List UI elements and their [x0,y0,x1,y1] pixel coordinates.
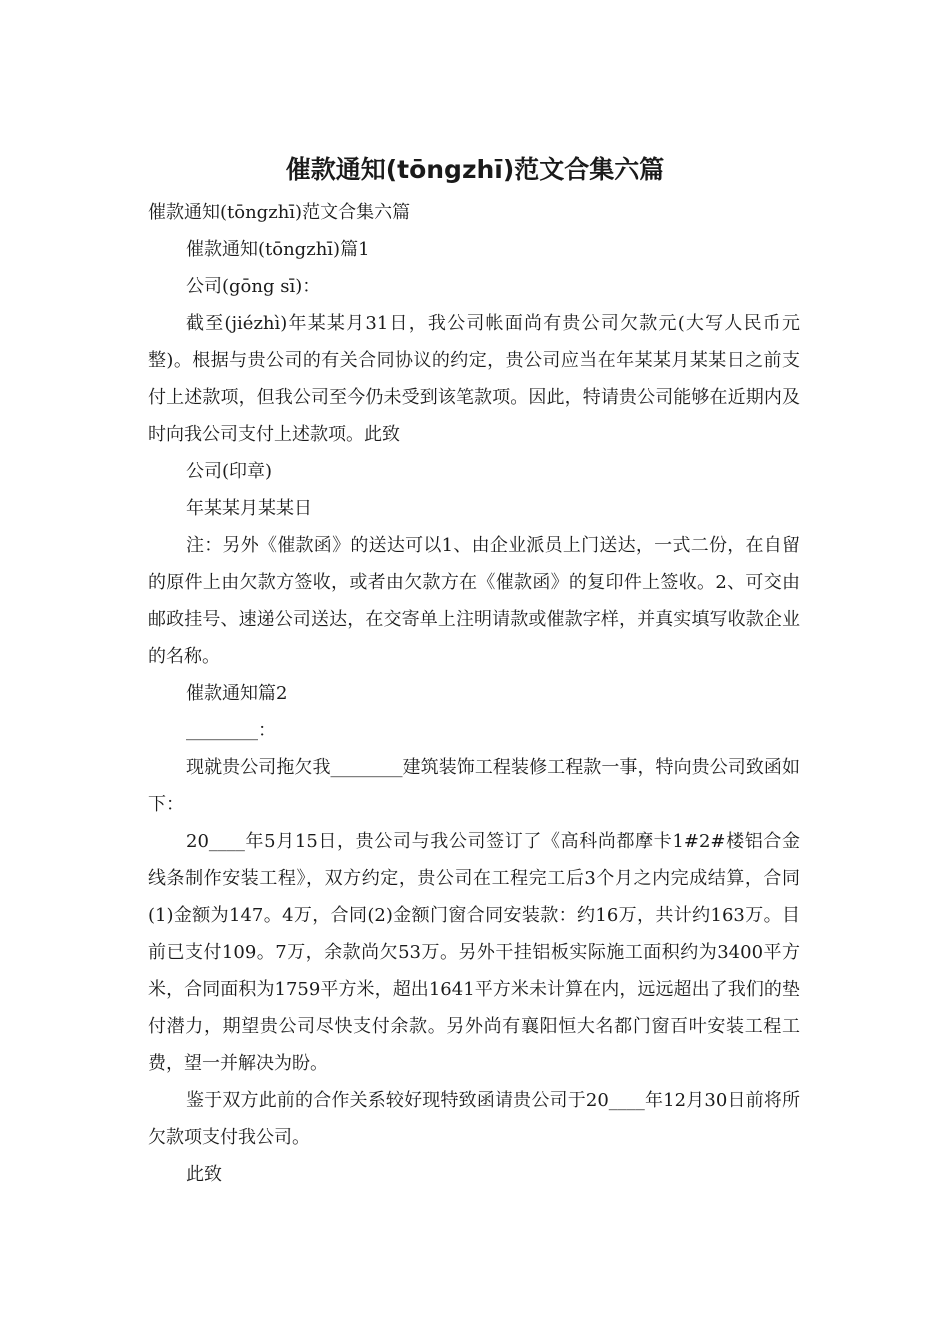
note-paragraph: 注：另外《催款函》的送达可以1、由企业派员上门送达，一式二份，在自留的原件上由欠款方签收，或者由欠款方在《催款函》的复印件上签收。2、可交由邮政挂号、速递公司送达，在交寄单上注明请款或催款字样，并真实填写收款企业的名称。 [148,535,800,667]
document-title: 催款通知(tōngzhī)范文合集六篇 [285,155,665,184]
salutation-2: ________： [186,720,276,741]
paragraph-body-1: 截至(jiézhì)年某某月31日，我公司帐面尚有贵公司欠款元(大写人民币元整)。根据与贵公司的有关合同协议的约定，贵公司应当在年某某月某某日之前支付上述款项，但我公司至今仍未受到该笔款项。因此，特请贵公司能够在近期内及时向我公司支付上述款项。此致 [148,313,800,445]
paragraph-body-3: 20____年5月15日，贵公司与我公司签订了《高科尚都摩卡1#2#楼铝合金线条制作安装工程》，双方约定，贵公司在工程完工后3个月之内完成结算，合同(1)金额为147。4万，合同(2)金额门窗合同安装款：约16万，共计约163万。目前已支付109。7万，余款尚欠53万。另外干挂铝板实际施工面积约为3400平方米，合同面积为1759平方米，超出1641平方米未计算在内，远远超出了我们的垫付潜力，期望贵公司尽快支付余款。另外尚有襄阳恒大名都门窗百叶安装工程工费，望一并解决为盼。 [148,831,800,1074]
paragraph-body-4: 鉴于双方此前的合作关系较好现特致函请贵公司于20____年12月30日前将所欠款项支付我公司。 [148,1090,800,1148]
document-subtitle: 催款通知(tōngzhī)范文合集六篇 [148,202,411,223]
company-seal-line: 公司(印章) [186,461,273,482]
document-body [148,194,800,1193]
section-heading-1: 催款通知(tōngzhī)篇1 [186,239,370,260]
closing-line: 此致 [186,1164,222,1185]
date-line: 年某某月某某日 [186,498,312,519]
salutation-1: 公司(gōng sī)： [186,276,321,297]
paragraph-body-2: 现就贵公司拖欠我________建筑装饰工程装修工程款一事，特向贵公司致函如下： [148,757,800,815]
section-heading-2: 催款通知篇2 [186,683,288,704]
